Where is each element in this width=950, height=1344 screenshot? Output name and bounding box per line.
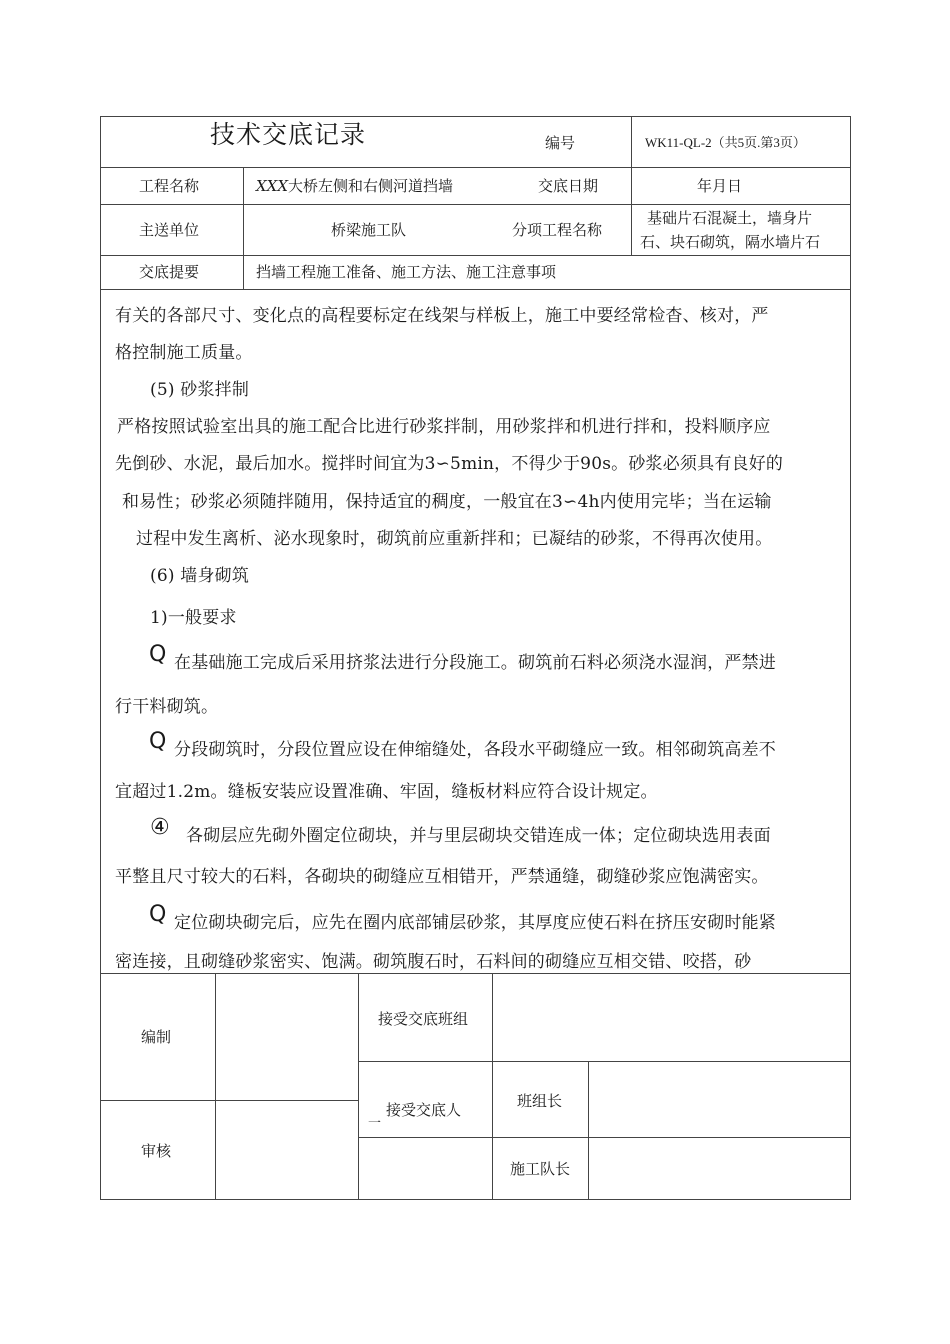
col-divider-footer-4 — [588, 1061, 589, 1200]
subproject-label: 分项工程名称 — [512, 221, 603, 239]
code-label: 编号 — [545, 134, 576, 152]
subsection-heading-general: 1)一般要求 — [150, 608, 237, 628]
item-marker: Q — [149, 902, 167, 927]
receive-person-label: 接受交底人 — [386, 1101, 462, 1119]
date-label: 交底日期 — [538, 177, 599, 195]
date-value: 年月日 — [697, 177, 743, 195]
unit-value: 桥梁施工队 — [331, 221, 407, 239]
col-divider-footer-1 — [215, 973, 216, 1200]
col-divider-label — [243, 167, 244, 289]
body-line: 平整且尺寸较大的石料，各砌块的砌缝应互相错开，严禁通缝，砌缝砂浆应饱满密实。 — [115, 867, 769, 887]
summary-label: 交底提要 — [139, 263, 200, 281]
row-divider-unit — [100, 255, 851, 256]
form-title: 技术交底记录 — [210, 120, 367, 149]
row-divider-footer-lower — [358, 1137, 851, 1138]
summary-value: 挡墙工程施工准备、施工方法、施工注意事项 — [256, 263, 557, 281]
body-line: 和易性；砂浆必须随拌随用，保持适宜的稠度，一般宜在3∽4h内使用完毕；当在运输 — [122, 492, 772, 512]
body-line: 过程中发生离析、泌水现象时，砌筑前应重新拌和；已凝结的砂浆，不得再次使用。 — [136, 529, 773, 549]
row-divider-footer-mid — [358, 1061, 851, 1062]
col-divider-value — [631, 167, 632, 255]
row-divider-summary — [100, 289, 851, 290]
body-line: 分段砌筑时，分段位置应设在伸缩缝处，各段水平砌缝应一致。相邻砌筑高差不 — [174, 740, 776, 760]
row-divider-body — [100, 973, 851, 974]
receive-person-dash: 一 — [368, 1116, 382, 1131]
col-divider-footer-2 — [358, 973, 359, 1200]
body-line: 定位砌块砌完后，应先在圈内底部铺层砂浆，其厚度应使石料在挤压安砌时能紧 — [174, 913, 776, 933]
body-line: 有关的各部尺寸、变化点的高程要标定在线架与样板上，施工中要经常检杳、核对，严 — [115, 306, 769, 326]
col-divider-header-code — [631, 116, 632, 167]
project-name-rest: 大桥左侧和右侧河道挡墙 — [288, 177, 454, 195]
body-line: 先倒砂、水泥，最后加水。搅拌时间宜为3∽5min，不得少于90s。砂浆必须具有良好的 — [115, 454, 784, 474]
col-divider-footer-3 — [492, 973, 493, 1200]
section-heading-mortar: (5) 砂浆拌制 — [150, 380, 250, 400]
team-leader-label: 班组长 — [517, 1092, 563, 1110]
body-line: 严格按照试验室出具的施工配合比进行砂浆拌制，用砂浆拌和机进行拌和，投料顺序应 — [117, 417, 771, 437]
body-line: 格控制施工质量。 — [115, 343, 253, 363]
project-name-prefix: XXX — [256, 177, 289, 195]
project-name-label: 工程名称 — [139, 177, 200, 195]
row-divider-header — [100, 167, 851, 168]
body-line: 各砌层应先砌外圈定位砌块，并与里层砌块交错连成一体；定位砌块选用表面 — [186, 826, 771, 846]
row-divider-compiler — [100, 1100, 358, 1101]
captain-label: 施工队长 — [510, 1160, 571, 1178]
body-line: 宜超过1.2m。缝板安装应设置准确、牢固，缝板材料应符合设计规定。 — [115, 782, 658, 802]
receive-team-label: 接受交底班组 — [378, 1010, 469, 1028]
unit-label: 主送单位 — [139, 221, 200, 239]
project-name-value — [256, 177, 453, 195]
body-line: 密连接，且砌缝砂浆密实、饱满。砌筑腹石时，石料间的砌缝应互相交错、咬搭，砂 — [115, 952, 752, 972]
row-divider-project — [100, 204, 851, 205]
subproject-line1: 基础片石混凝土，墙身片 — [647, 209, 813, 227]
item-marker: Q — [149, 729, 167, 754]
compiler-label: 编制 — [141, 1028, 172, 1046]
subproject-line2: 石、块石砌筑，隔水墙片石 — [640, 233, 821, 251]
reviewer-label: 审核 — [141, 1142, 172, 1160]
body-line: 行干料砌筑。 — [115, 697, 219, 717]
code-value: WK11-QL-2（共5页.第3页） — [645, 135, 806, 150]
item-marker: Q — [149, 642, 167, 667]
section-heading-wall: (6) 墙身砌筑 — [150, 566, 250, 586]
item-marker: ④ — [150, 815, 170, 840]
body-line: 在基础施工完成后采用挤浆法进行分段施工。砌筑前石料必须浇水湿润，严禁进 — [174, 653, 776, 673]
